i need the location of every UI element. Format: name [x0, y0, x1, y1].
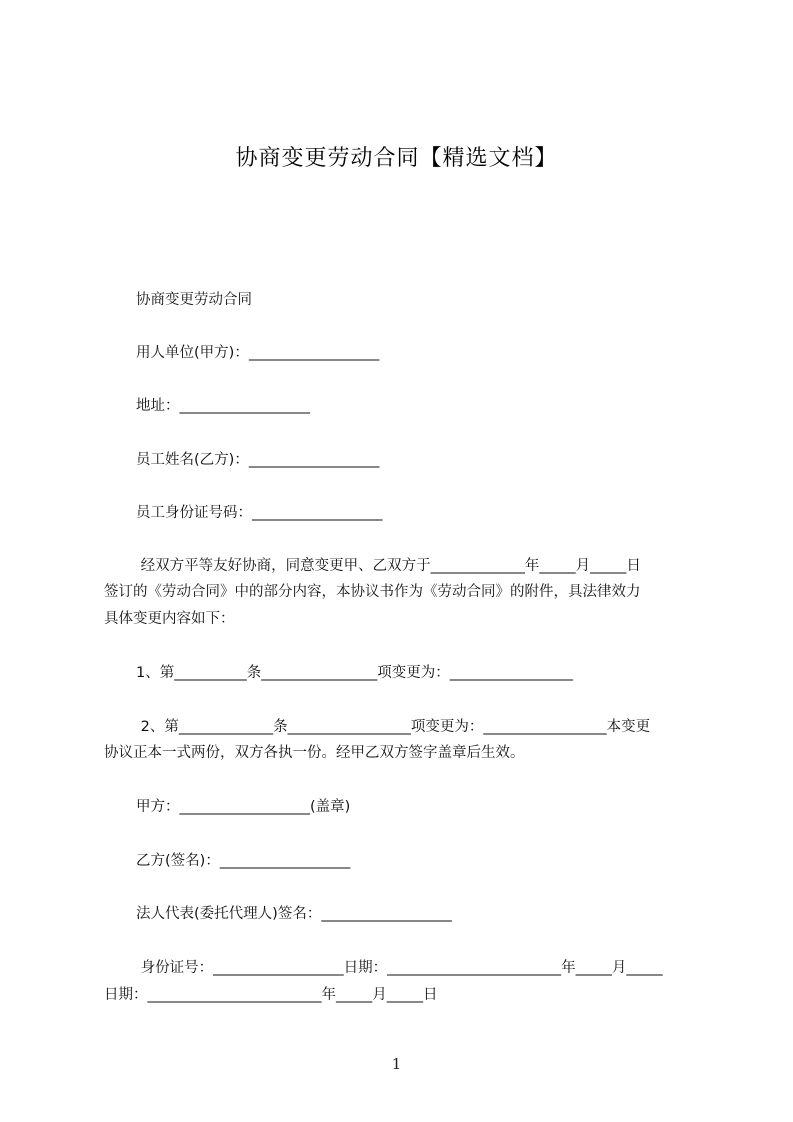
id-date-line-1: 身份证号：__________________日期：________________________年_____月_____: [136, 960, 663, 976]
party-a-signature-field: 甲方：__________________(盖章): [136, 799, 351, 815]
agreement-paragraph-line-3: 具体变更内容如下：: [104, 611, 235, 627]
party-b-signature-field: 乙方(签名)：__________________: [136, 853, 351, 869]
change-item-2-line-1: 2、第_____________条_________________项变更为：_________________本变更: [136, 719, 651, 735]
document-title: 协商变更劳动合同【精选文档】: [235, 146, 558, 171]
employee-name-field: 员工姓名(乙方)：__________________: [136, 452, 380, 468]
address-field: 地址：__________________: [136, 398, 310, 414]
id-date-line-2: 日期：________________________年_____月_____日: [104, 987, 438, 1003]
legal-representative-field: 法人代表(委托代理人)签名：__________________: [136, 906, 452, 922]
page-number: 1: [391, 1055, 402, 1073]
contract-heading: 协商变更劳动合同: [136, 292, 252, 308]
change-item-2-line-2: 协议正本一式两份，双方各执一份。经甲乙双方签字盖章后生效。: [104, 745, 525, 761]
employee-id-field: 员工身份证号码：__________________: [136, 505, 383, 521]
change-item-1: 1、第__________条________________项变更为：_________________: [136, 665, 573, 681]
employer-field: 用人单位(甲方)：__________________: [136, 345, 380, 361]
agreement-paragraph-line-1: 经双方平等友好协商，同意变更甲、乙双方于_____________年_____月_____日: [136, 558, 641, 574]
agreement-paragraph-line-2: 签订的《劳动合同》中的部分内容，本协议书作为《劳动合同》的附件，具法律效力: [104, 584, 641, 600]
